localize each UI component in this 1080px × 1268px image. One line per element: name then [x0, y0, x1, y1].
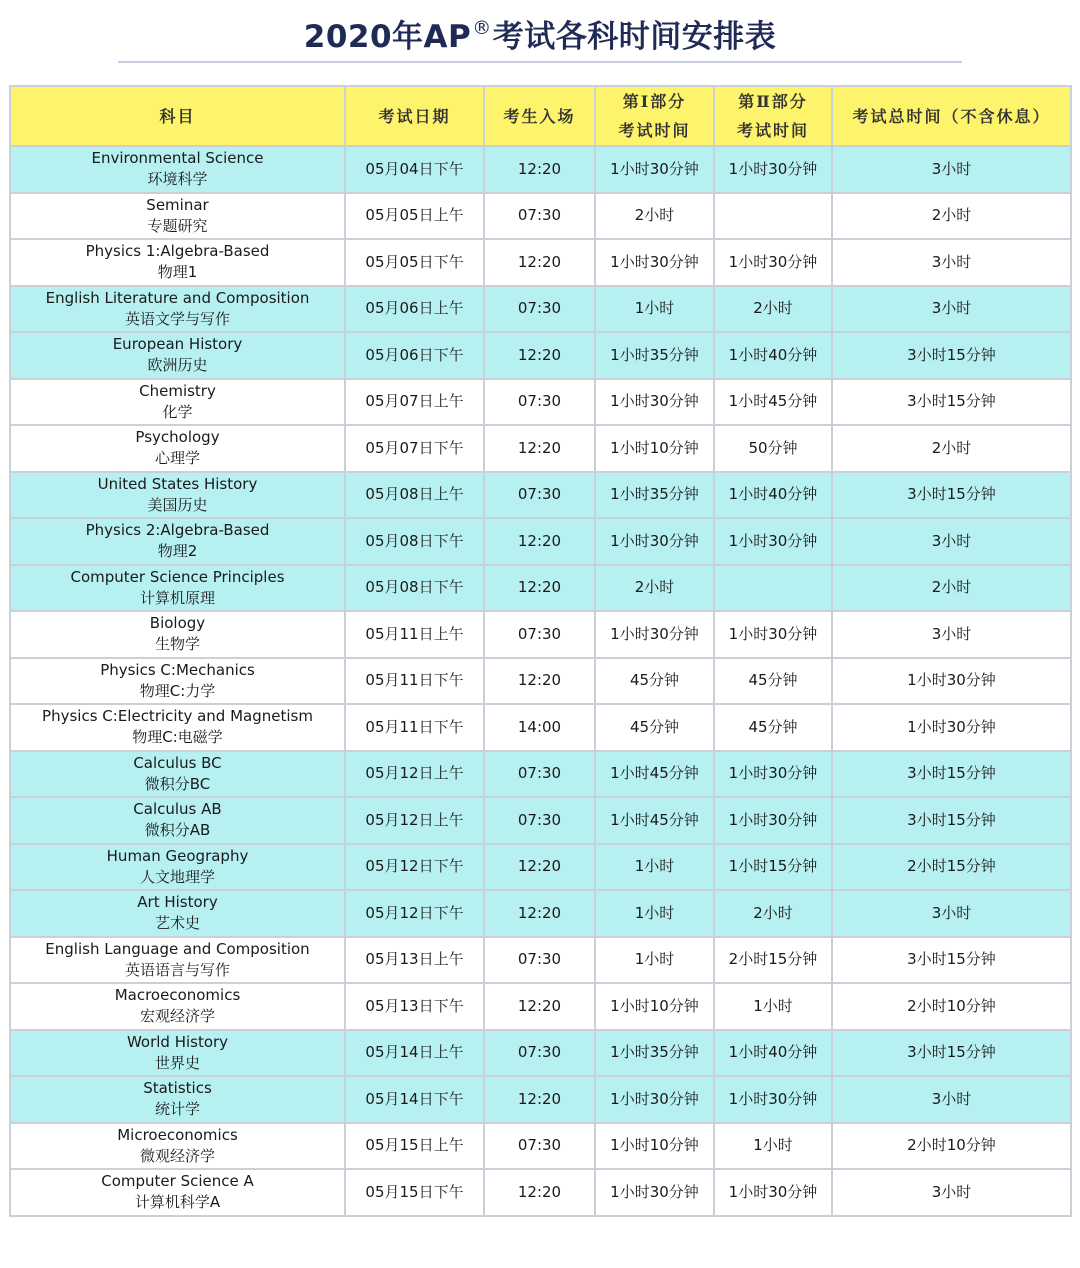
subject-cell: [10, 983, 345, 1030]
subject-cell: [10, 890, 345, 937]
subject-cell: [10, 239, 345, 286]
part1-time-cell: 1小时10分钟: [595, 425, 714, 472]
part1-time-cell: 1小时10分钟: [595, 983, 714, 1030]
table-row: [10, 1030, 1071, 1077]
subject-cn: 宏观经济学: [139, 1007, 215, 1026]
subject-en: World History: [126, 1032, 229, 1051]
part2-time-cell: 1小时40分钟: [714, 472, 832, 519]
part2-time-cell: 1小时45分钟: [714, 379, 832, 426]
entry-time-cell: 07:30: [484, 797, 595, 844]
subject-en: Seminar: [146, 195, 209, 214]
table-row: [10, 983, 1071, 1030]
entry-time-cell: 07:30: [484, 1030, 595, 1077]
col-header-part2-line1: 第Ⅱ部分: [738, 92, 808, 111]
col-header-date: 考试日期: [345, 86, 484, 146]
subject-cell: [10, 1123, 345, 1170]
subject-en: Physics C:Mechanics: [100, 660, 255, 679]
part1-time-cell: 1小时: [595, 844, 714, 891]
total-time-cell: 2小时10分钟: [832, 983, 1071, 1030]
date-cell: 05月07日上午: [345, 379, 484, 426]
part1-time-cell: 1小时: [595, 890, 714, 937]
col-header-part1: [595, 86, 714, 146]
part2-time-cell: 1小时30分钟: [714, 146, 832, 193]
subject-cn: 欧洲历史: [147, 356, 208, 375]
col-header-subject: 科目: [10, 86, 345, 146]
total-time-cell: 3小时15分钟: [832, 1030, 1071, 1077]
subject-en: Computer Science Principles: [70, 567, 285, 586]
total-time-cell: 3小时15分钟: [832, 379, 1071, 426]
date-cell: 05月12日下午: [345, 844, 484, 891]
date-cell: 05月08日下午: [345, 565, 484, 612]
date-cell: 05月12日下午: [345, 890, 484, 937]
date-cell: 05月05日下午: [345, 239, 484, 286]
entry-time-cell: 12:20: [484, 890, 595, 937]
subject-cell: [10, 146, 345, 193]
subject-cn: 物理1: [157, 263, 198, 282]
total-time-cell: 3小时: [832, 1076, 1071, 1123]
part1-time-cell: 1小时45分钟: [595, 797, 714, 844]
date-cell: 05月15日下午: [345, 1169, 484, 1216]
entry-time-cell: 12:20: [484, 565, 595, 612]
date-cell: 05月11日下午: [345, 704, 484, 751]
table-row: [10, 518, 1071, 565]
entry-time-cell: 12:20: [484, 844, 595, 891]
subject-cell: [10, 937, 345, 984]
subject-en: Microeconomics: [117, 1125, 238, 1144]
subject-cell: [10, 751, 345, 798]
part2-time-cell: 1小时30分钟: [714, 751, 832, 798]
subject-en: Macroeconomics: [114, 986, 241, 1005]
subject-cn: 环境科学: [147, 170, 208, 189]
registered-mark: ®: [472, 17, 492, 39]
subject-cn: 微积分BC: [144, 774, 211, 793]
part1-time-cell: 1小时30分钟: [595, 611, 714, 658]
part1-time-cell: 1小时30分钟: [595, 379, 714, 426]
part2-time-cell: 1小时: [714, 983, 832, 1030]
part1-time-cell: 1小时30分钟: [595, 239, 714, 286]
total-time-cell: 2小时10分钟: [832, 1123, 1071, 1170]
subject-cn: 化学: [162, 402, 193, 421]
table-row: [10, 1076, 1071, 1123]
subject-cn: 英语文学与写作: [124, 309, 230, 328]
part1-time-cell: 1小时45分钟: [595, 751, 714, 798]
total-time-cell: 3小时15分钟: [832, 751, 1071, 798]
entry-time-cell: 07:30: [484, 379, 595, 426]
table-row: [10, 239, 1071, 286]
title-divider: [118, 61, 962, 63]
part1-time-cell: 45分钟: [595, 658, 714, 705]
entry-time-cell: 14:00: [484, 704, 595, 751]
part2-time-cell: 1小时30分钟: [714, 239, 832, 286]
table-row: [10, 1123, 1071, 1170]
table-row: [10, 611, 1071, 658]
part2-time-cell: 2小时15分钟: [714, 937, 832, 984]
part2-time-cell: 50分钟: [714, 425, 832, 472]
page-title: [0, 8, 1080, 57]
schedule-table: [9, 85, 1072, 1217]
part2-time-cell: 1小时30分钟: [714, 797, 832, 844]
total-time-cell: 3小时15分钟: [832, 937, 1071, 984]
entry-time-cell: 07:30: [484, 472, 595, 519]
table-body: [10, 146, 1071, 1216]
part1-time-cell: 1小时30分钟: [595, 518, 714, 565]
entry-time-cell: 07:30: [484, 1123, 595, 1170]
part1-time-cell: 1小时10分钟: [595, 1123, 714, 1170]
subject-en: Physics 1:Algebra-Based: [85, 242, 270, 261]
entry-time-cell: 12:20: [484, 146, 595, 193]
total-time-cell: 3小时: [832, 518, 1071, 565]
subject-cn: 心理学: [154, 449, 200, 468]
entry-time-cell: 12:20: [484, 425, 595, 472]
total-time-cell: 3小时15分钟: [832, 472, 1071, 519]
col-header-entry: 考生入场: [484, 86, 595, 146]
table-row: [10, 425, 1071, 472]
subject-en: Calculus BC: [133, 753, 222, 772]
total-time-cell: 3小时: [832, 611, 1071, 658]
table-row: [10, 751, 1071, 798]
subject-cn: 计算机科学A: [134, 1193, 221, 1212]
entry-time-cell: 12:20: [484, 983, 595, 1030]
date-cell: 05月15日上午: [345, 1123, 484, 1170]
total-time-cell: 3小时: [832, 890, 1071, 937]
subject-cell: [10, 286, 345, 333]
subject-cn: 英语语言与写作: [124, 960, 230, 979]
part2-time-cell: 45分钟: [714, 704, 832, 751]
entry-time-cell: 12:20: [484, 239, 595, 286]
entry-time-cell: 07:30: [484, 611, 595, 658]
total-time-cell: 2小时: [832, 565, 1071, 612]
part1-time-cell: 1小时30分钟: [595, 1169, 714, 1216]
col-header-part1-line1: 第Ⅰ部分: [622, 92, 687, 111]
part2-time-cell: 1小时: [714, 1123, 832, 1170]
subject-cn: 生物学: [154, 635, 200, 654]
date-cell: 05月06日上午: [345, 286, 484, 333]
table-row: [10, 193, 1071, 240]
table-row: [10, 472, 1071, 519]
subject-cn: 美国历史: [147, 495, 208, 514]
part1-time-cell: 1小时: [595, 937, 714, 984]
table-row: [10, 937, 1071, 984]
title-suffix: 考试各科时间安排表: [492, 19, 777, 55]
entry-time-cell: 12:20: [484, 1169, 595, 1216]
part2-time-cell: 1小时30分钟: [714, 518, 832, 565]
subject-en: Psychology: [135, 428, 220, 447]
part2-time-cell: 1小时30分钟: [714, 611, 832, 658]
part2-time-cell: 45分钟: [714, 658, 832, 705]
subject-cn: 人文地理学: [139, 867, 215, 886]
entry-time-cell: 07:30: [484, 751, 595, 798]
total-time-cell: 3小时: [832, 1169, 1071, 1216]
date-cell: 05月08日上午: [345, 472, 484, 519]
subject-cn: 统计学: [154, 1100, 200, 1119]
subject-cn: 艺术史: [154, 914, 200, 933]
subject-en: United States History: [97, 474, 258, 493]
part2-time-cell: 1小时30分钟: [714, 1169, 832, 1216]
part2-time-cell: 1小时15分钟: [714, 844, 832, 891]
table-row: [10, 286, 1071, 333]
subject-cell: [10, 1076, 345, 1123]
total-time-cell: 2小时: [832, 425, 1071, 472]
part2-time-cell: 1小时40分钟: [714, 332, 832, 379]
entry-time-cell: 07:30: [484, 937, 595, 984]
part2-time-cell: 1小时40分钟: [714, 1030, 832, 1077]
title-prefix: 2020年AP: [303, 19, 472, 55]
subject-en: Computer Science A: [101, 1172, 254, 1191]
entry-time-cell: 12:20: [484, 332, 595, 379]
total-time-cell: 3小时: [832, 239, 1071, 286]
date-cell: 05月13日上午: [345, 937, 484, 984]
date-cell: 05月07日下午: [345, 425, 484, 472]
part2-time-cell: 1小时30分钟: [714, 1076, 832, 1123]
subject-cell: [10, 704, 345, 751]
subject-en: European History: [112, 335, 243, 354]
table-row: [10, 797, 1071, 844]
part1-time-cell: 1小时35分钟: [595, 1030, 714, 1077]
subject-en: Physics 2:Algebra-Based: [85, 521, 270, 540]
table-row: [10, 565, 1071, 612]
subject-en: Statistics: [143, 1079, 212, 1098]
subject-cell: [10, 472, 345, 519]
subject-en: Environmental Science: [91, 149, 264, 168]
subject-en: English Language and Composition: [45, 939, 310, 958]
col-header-part1-line2: 考试时间: [618, 121, 691, 140]
subject-en: Calculus AB: [133, 800, 222, 819]
table-row: [10, 658, 1071, 705]
subject-en: Art History: [137, 893, 218, 912]
date-cell: 05月06日下午: [345, 332, 484, 379]
part2-time-cell: 2小时: [714, 890, 832, 937]
subject-cn: 物理C:电磁学: [132, 728, 223, 747]
date-cell: 05月04日下午: [345, 146, 484, 193]
subject-cn: 物理C:力学: [139, 681, 216, 700]
total-time-cell: 2小时: [832, 193, 1071, 240]
total-time-cell: 2小时15分钟: [832, 844, 1071, 891]
date-cell: 05月05日上午: [345, 193, 484, 240]
part1-time-cell: 1小时30分钟: [595, 146, 714, 193]
subject-cell: [10, 193, 345, 240]
total-time-cell: 1小时30分钟: [832, 704, 1071, 751]
total-time-cell: 1小时30分钟: [832, 658, 1071, 705]
total-time-cell: 3小时15分钟: [832, 797, 1071, 844]
subject-cell: [10, 1169, 345, 1216]
subject-cn: 世界史: [154, 1053, 200, 1072]
col-header-part2: [714, 86, 832, 146]
subject-cn: 微积分AB: [144, 821, 211, 840]
subject-cn: 计算机原理: [139, 588, 215, 607]
part1-time-cell: 1小时30分钟: [595, 1076, 714, 1123]
date-cell: 05月12日上午: [345, 751, 484, 798]
subject-en: Chemistry: [139, 381, 216, 400]
total-time-cell: 3小时15分钟: [832, 332, 1071, 379]
date-cell: 05月11日上午: [345, 611, 484, 658]
entry-time-cell: 12:20: [484, 658, 595, 705]
subject-cell: [10, 379, 345, 426]
subject-cell: [10, 425, 345, 472]
part1-time-cell: 1小时: [595, 286, 714, 333]
subject-cn: 微观经济学: [139, 1146, 215, 1165]
col-header-total: 考试总时间（不含休息）: [832, 86, 1071, 146]
part2-time-cell: 2小时: [714, 286, 832, 333]
entry-time-cell: 12:20: [484, 518, 595, 565]
subject-cell: [10, 1030, 345, 1077]
date-cell: 05月13日下午: [345, 983, 484, 1030]
col-header-part2-line2: 考试时间: [736, 121, 809, 140]
total-time-cell: 3小时: [832, 286, 1071, 333]
table-row: [10, 146, 1071, 193]
part2-time-cell: [714, 193, 832, 240]
subject-cell: [10, 844, 345, 891]
subject-en: Physics C:Electricity and Magnetism: [42, 707, 313, 726]
part1-time-cell: 1小时35分钟: [595, 332, 714, 379]
subject-cn: 专题研究: [147, 216, 208, 235]
subject-cn: 物理2: [157, 542, 198, 561]
subject-cell: [10, 611, 345, 658]
table-row: [10, 1169, 1071, 1216]
table-row: [10, 332, 1071, 379]
subject-en: English Literature and Composition: [45, 288, 310, 307]
date-cell: 05月12日上午: [345, 797, 484, 844]
entry-time-cell: 12:20: [484, 1076, 595, 1123]
table-row: [10, 844, 1071, 891]
date-cell: 05月14日上午: [345, 1030, 484, 1077]
entry-time-cell: 07:30: [484, 286, 595, 333]
header-row: [10, 86, 1071, 146]
subject-en: Biology: [149, 614, 206, 633]
date-cell: 05月08日下午: [345, 518, 484, 565]
entry-time-cell: 07:30: [484, 193, 595, 240]
part1-time-cell: 1小时35分钟: [595, 472, 714, 519]
part1-time-cell: 2小时: [595, 565, 714, 612]
date-cell: 05月11日下午: [345, 658, 484, 705]
table-row: [10, 704, 1071, 751]
subject-en: Human Geography: [106, 846, 249, 865]
total-time-cell: 3小时: [832, 146, 1071, 193]
subject-cell: [10, 658, 345, 705]
part1-time-cell: 2小时: [595, 193, 714, 240]
subject-cell: [10, 332, 345, 379]
table-row: [10, 890, 1071, 937]
part1-time-cell: 45分钟: [595, 704, 714, 751]
subject-cell: [10, 518, 345, 565]
date-cell: 05月14日下午: [345, 1076, 484, 1123]
part2-time-cell: [714, 565, 832, 612]
subject-cell: [10, 565, 345, 612]
subject-cell: [10, 797, 345, 844]
table-row: [10, 379, 1071, 426]
